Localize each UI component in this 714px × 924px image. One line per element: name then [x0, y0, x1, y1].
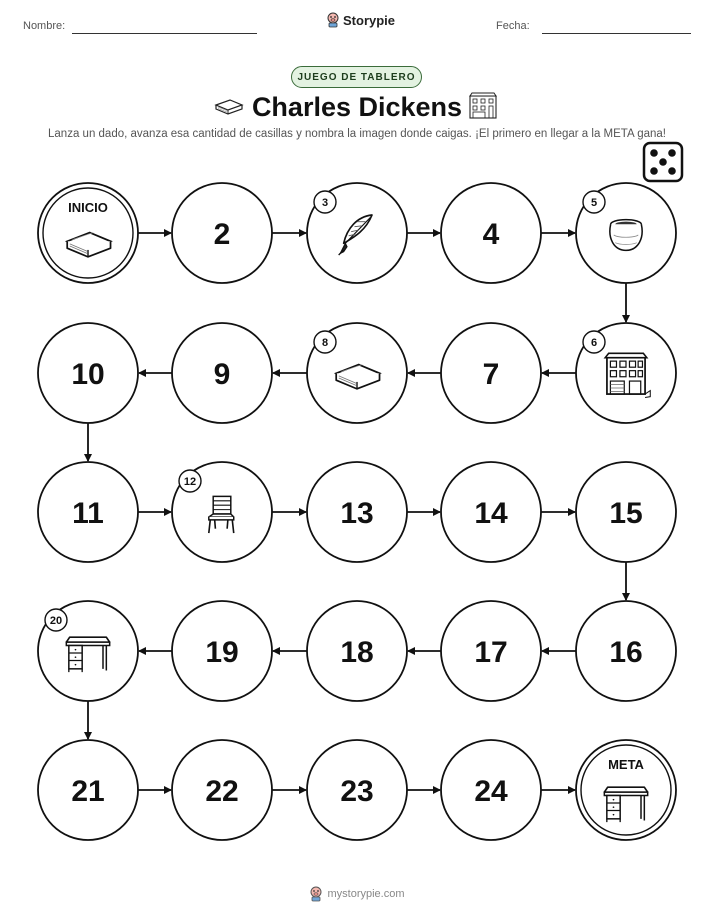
space-number: 22	[205, 775, 239, 808]
space-number: 13	[340, 497, 374, 530]
space-number: 16	[609, 636, 643, 669]
board-space-12	[172, 462, 272, 562]
space-number: 20	[49, 615, 63, 627]
board-space-2	[172, 183, 272, 283]
game-type-badge: JUEGO DE TABLERO	[291, 66, 422, 88]
space-number: 10	[71, 358, 105, 391]
date-label: Fecha:	[496, 20, 530, 32]
space-number: 5	[590, 197, 598, 209]
name-label: Nombre:	[23, 20, 66, 32]
space-number: 4	[482, 218, 500, 251]
space-label: META	[608, 757, 644, 772]
board-space-9	[172, 323, 272, 423]
space-number: 23	[340, 775, 374, 808]
space-number: 17	[474, 636, 508, 669]
board-space-18	[307, 601, 407, 701]
instructions-text: Lanza un dado, avanza esa cantidad de casillas y nombra la imagen donde caigas. ¡El primero en llegar a la META gana!	[48, 128, 666, 140]
dice-pip	[668, 167, 676, 175]
footer-mascot-icon	[309, 886, 323, 902]
space-number: 6	[590, 337, 598, 349]
space-number: 7	[482, 358, 500, 391]
dice-pip	[650, 167, 658, 175]
board-space-16	[576, 601, 676, 701]
space-number: 9	[213, 358, 231, 391]
space-number: 14	[474, 497, 508, 530]
board-space-10	[38, 323, 138, 423]
board-space-14	[441, 462, 541, 562]
dice-icon	[642, 141, 684, 183]
space-number: 15	[609, 497, 643, 530]
board-space-15	[576, 462, 676, 562]
building-icon	[605, 353, 650, 397]
board-space-20	[38, 601, 138, 701]
board-space-7	[441, 323, 541, 423]
board-space-6	[576, 323, 676, 423]
space-number: 19	[205, 636, 239, 669]
space-number: 24	[474, 775, 508, 808]
board-space-22	[172, 740, 272, 840]
board-space-11	[38, 462, 138, 562]
board-space-13	[307, 462, 407, 562]
board-space-8	[307, 323, 407, 423]
board-space-25	[576, 740, 676, 840]
board-space-1	[38, 183, 138, 283]
board-space-17	[441, 601, 541, 701]
board-space-5	[576, 183, 676, 283]
brand-name: Storypie	[343, 12, 396, 28]
page-title: Charles Dickens	[251, 92, 463, 122]
space-number: 3	[321, 197, 329, 209]
space-number: 8	[321, 337, 329, 349]
dice-pip	[659, 158, 667, 166]
pot-icon	[610, 220, 642, 251]
space-number: 11	[72, 497, 104, 530]
space-number: 18	[340, 636, 374, 669]
space-number: 21	[71, 775, 105, 808]
board-space-21	[38, 740, 138, 840]
space-number: 12	[183, 476, 197, 488]
footer-url[interactable]: mystorypie.com	[327, 888, 405, 900]
space-number: 2	[213, 218, 231, 251]
footer	[0, 886, 714, 902]
board-space-3	[307, 183, 407, 283]
board-space-19	[172, 601, 272, 701]
dice-pip	[668, 149, 676, 157]
board-space-24	[441, 740, 541, 840]
board-space-23	[307, 740, 407, 840]
board-space-4	[441, 183, 541, 283]
space-label: INICIO	[68, 200, 108, 215]
dice-pip	[650, 149, 658, 157]
